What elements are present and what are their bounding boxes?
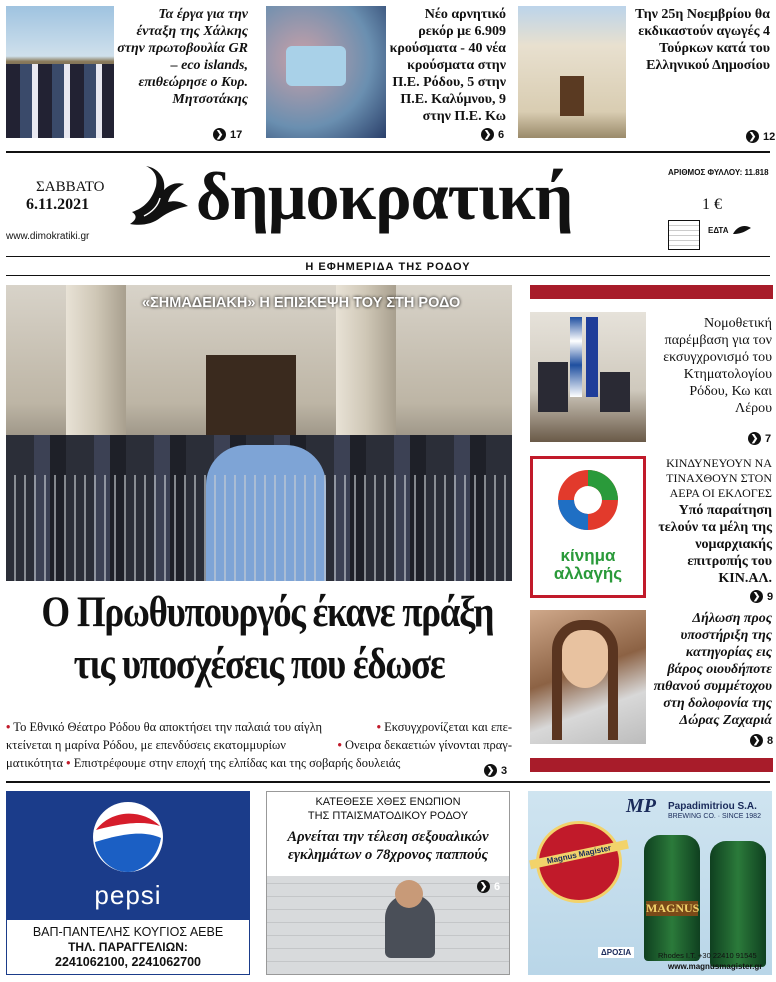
arrow-icon: ❯	[484, 764, 497, 777]
teaser-photo-covid[interactable]	[266, 6, 386, 138]
teaser-page-covid[interactable]: ❯ 6	[481, 128, 504, 141]
arrow-icon: ❯	[477, 880, 490, 893]
masthead-website[interactable]: www.dimokratiki.gr	[6, 231, 90, 242]
masthead-day: ΣΑΒΒΑΤΟ	[36, 179, 105, 195]
teaser-text-chalki[interactable]: Τα έργα για την ένταξη της Χάλκης στην πρωτοβουλία GR – eco islands, επιθεώρησε ο Κυρ. Μητσοτάκης	[117, 7, 248, 107]
court-photo	[267, 876, 509, 974]
kinal-logo	[530, 456, 646, 598]
lead-summary: • Το Εθνικό Θέατρο Ρόδου θα αποκτήσει την παλαιά του αίγλη • Εκσυγχρονίζεται και επε- κτείνεται η μαρίνα Ρόδου, με επενδύσεις εκατομμυρίων • Ονειρα δεκαετιών γίνονται πραγ- ματικότητα • Επιστρέφουμε στην εποχή της ελπίδας και της σοβαρής δουλειάς	[6, 720, 512, 770]
side-story-dora[interactable]: Δήλωση προς υποστήριξη της κατηγορίας εις βάρος οιουδήποτε πιθανού συμμέτοχου στη δολοφονία της Δώρας Ζαχαριά	[653, 611, 772, 728]
court-box[interactable]	[266, 791, 510, 975]
court-headline: Αρνείται την τέλεση σεξουαλικών εγκλημάτων ο 78χρονος παππούς	[287, 829, 489, 863]
beer-bottle	[644, 835, 700, 961]
side-page-kinal[interactable]: ❯ 9	[750, 590, 773, 603]
tagline-rule-bottom	[6, 275, 770, 276]
arrow-icon: ❯	[750, 590, 763, 603]
lead-bullet: Ονειρα δεκαετιών γίνονται πραγ-	[344, 738, 512, 752]
arrow-icon: ❯	[748, 432, 761, 445]
pepsi-brand: pepsi	[94, 880, 162, 910]
masthead-tagline: Η ΕΦΗΜΕΡΙΔΑ ΤΗΣ ΡΟΔΟΥ	[305, 261, 471, 273]
lead-photo[interactable]	[6, 285, 512, 581]
arrow-icon: ❯	[750, 734, 763, 747]
pepsi-company: ΒΑΠ-ΠΑΝΤΕΛΗΣ ΚΟΥΓΙΟΣ ΑΕΒΕ	[32, 925, 224, 939]
court-kicker-2: ΤΗΣ ΠΤΑΙΣΜΑΤΟΔΙΚΟΥ ΡΟΔΟΥ	[307, 810, 469, 822]
lead-bullet: κτείνεται η μαρίνα Ρόδου, με επενδύσεις εκατομμυρίων	[6, 738, 286, 752]
magnus-contact: Rhodes I.T. +30 22410 91545	[658, 951, 757, 960]
lead-kicker: «ΣΗΜΑΔΕΙΑΚΗ» Η ΕΠΙΣΚΕΨΗ ΤΟΥ ΣΤΗ ΡΟΔΟ	[142, 295, 461, 311]
side-redbar-top	[530, 285, 773, 299]
tagline-rule-top	[6, 256, 770, 257]
arrow-icon: ❯	[746, 130, 759, 143]
photo-fence	[6, 475, 512, 581]
side-kicker-kinal: ΚΙΝΔΥΝΕΥΟΥΝ ΝΑ ΤΙΝΑΧΘΟΥΝ ΣΤΟΝ ΑΕΡΑ ΟΙ ΕΚΛΟΓΕΣ	[666, 456, 772, 500]
lead-bullet: Εκσυγχρονίζεται και επε-	[384, 720, 512, 734]
magnus-badge	[536, 821, 622, 903]
eeta-bird-icon	[731, 222, 753, 238]
lead-page[interactable]: ❯ 3	[484, 764, 507, 777]
arrow-icon: ❯	[481, 128, 494, 141]
masthead-date: 6.11.2021	[26, 196, 90, 213]
beer-bottle	[710, 841, 766, 967]
kinal-text: κίνημα αλλαγής	[553, 546, 623, 583]
side-photo-woman[interactable]	[530, 610, 646, 744]
court-kicker-1: ΚΑΤΕΘΕΣΕ ΧΘΕΣ ΕΝΩΠΙΟΝ	[315, 796, 461, 808]
eeta-label: ΕΔΤΑ	[708, 222, 753, 238]
magnus-badge-label: Magnus Magister	[529, 840, 629, 870]
drosia-logo: ΔΡΟΣΙΑ	[598, 947, 634, 958]
magnus-mp: MP	[626, 795, 656, 817]
teaser-photo-chalki[interactable]	[6, 6, 114, 138]
bottom-rule	[6, 781, 770, 783]
teaser-text-covid[interactable]: Νέο αρνητικό ρεκόρ με 6.909 κρούσματα - 40 νέα κρούσματα στην Π.Ε. Ρόδου, 5 στην Π.Ε. Καλύμνου, 9 στην Π.Ε. Κω	[389, 7, 506, 124]
teaser-photo-courthouse[interactable]	[518, 6, 626, 138]
eeta-stamp	[668, 220, 700, 250]
dove-logo-icon	[124, 164, 190, 234]
masthead-issue: ΑΡΙΘΜΟΣ ΦΥΛΛΟΥ: 11.818	[668, 168, 769, 177]
beer-label: MAGNUS	[646, 901, 700, 915]
side-story-cadastre[interactable]: Νομοθετική παρέμβαση για τον εκσυγχρονισμό του Κτηματολογίου Ρόδου, Κω και Λέρου	[663, 316, 772, 416]
lead-headline-line1[interactable]: Ο Πρωθυπουργός έκανε πράξη	[41, 589, 494, 636]
arrow-icon: ❯	[213, 128, 226, 141]
pepsi-ad[interactable]	[6, 791, 250, 975]
lead-bullet: Επιστρέφουμε στην εποχή της ελπίδας και της σοβαρής δουλειάς	[73, 756, 401, 770]
teaser-page-court[interactable]: ❯ 12	[746, 130, 775, 143]
masthead-price: 1 €	[702, 196, 722, 213]
teaser-page-chalki[interactable]: ❯ 17	[213, 128, 242, 141]
kinal-sun-icon	[555, 465, 621, 535]
side-page-cadastre[interactable]: ❯ 7	[748, 432, 771, 445]
side-page-dora[interactable]: ❯ 8	[750, 734, 773, 747]
top-rule	[6, 151, 770, 153]
masthead-title: δημοκρατική	[196, 158, 573, 234]
magnus-site[interactable]: www.magnusmagister.gr	[668, 962, 763, 971]
lead-bullet: Το Εθνικό Θέατρο Ρόδου θα αποκτήσει την παλαιά του αίγλη	[13, 720, 323, 734]
side-story-kinal[interactable]: Υπό παραίτηση τελούν τα μέλη της νομαρχιακής επιτροπής του ΚΙΝ.ΑΛ.	[658, 503, 772, 586]
magnus-sub: BREWING CO. · SINCE 1982	[668, 813, 761, 820]
court-page[interactable]: ❯ 6	[477, 880, 500, 893]
magnus-brand: Papadimitriou S.A.	[668, 801, 757, 812]
magnus-ad[interactable]	[528, 791, 772, 975]
side-redbar-bottom	[530, 758, 773, 772]
pepsi-phone-label: ΤΗΛ. ΠΑΡΑΓΓΕΛΙΩΝ:	[68, 940, 188, 954]
side-photo-cabinet[interactable]	[530, 312, 646, 442]
teaser-text-court[interactable]: Την 25η Νοεμβρίου θα εκδικαστούν αγωγές 4 Τούρκων κατά του Ελληνικού Δημοσίου	[635, 7, 770, 73]
lead-headline-line2[interactable]: τις υποσχέσεις που έδωσε	[73, 641, 445, 688]
pepsi-phones[interactable]: 2241062100, 2241062700	[55, 955, 201, 969]
lead-bullet: ματικότητα	[6, 756, 64, 770]
pepsi-globe-icon	[91, 800, 165, 874]
